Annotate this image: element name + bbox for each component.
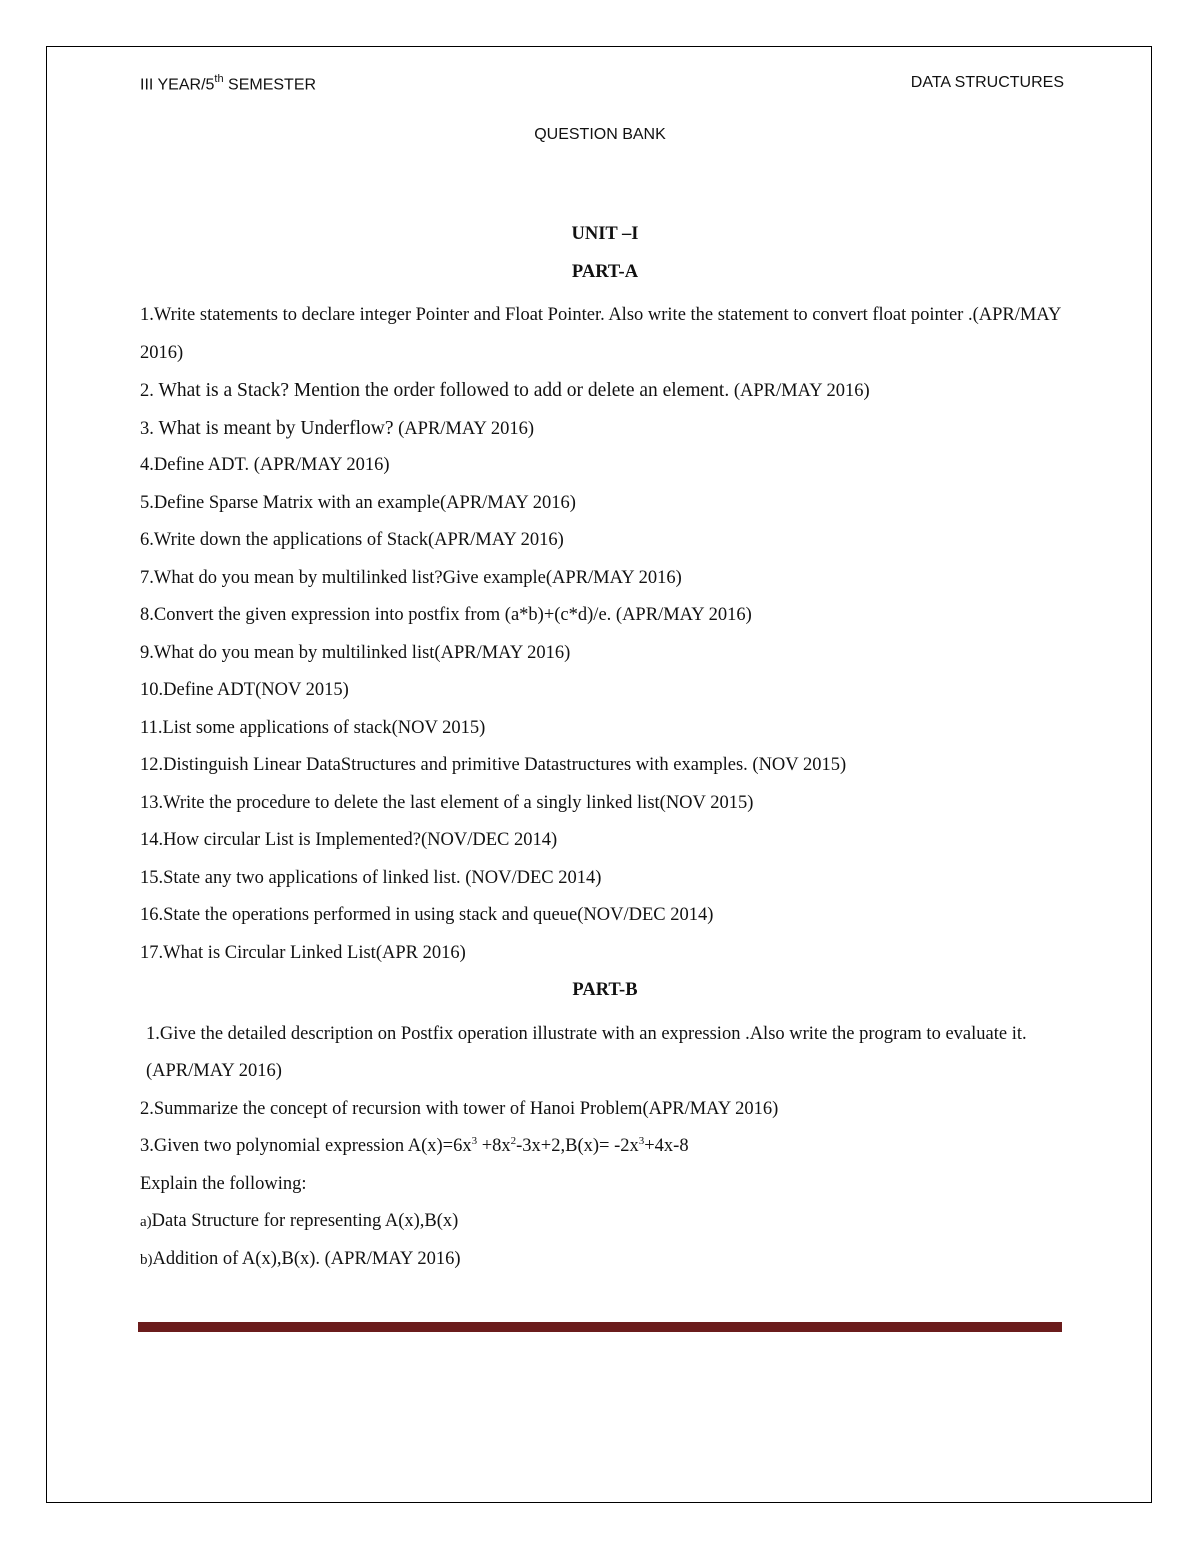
q3-tail: (APR/MAY 2016) [393,418,534,439]
question-content [140,222,1070,1284]
part-a-question-15: 15.State any two applications of linked list. (NOV/DEC 2014) [140,867,602,888]
item-b-text: Addition of A(x),B(x). (APR/MAY 2016) [152,1248,461,1269]
q3-sup-1: 3 [471,1135,478,1147]
part-a-question-12: 12.Distinguish Linear DataStructures and primitive Datastructures with examples. (NOV 2015) [140,755,847,775]
q2-tail: (APR/MAY 2016) [729,381,870,401]
part-a-question-3 [140,416,1070,454]
part-a-question-1: 1.Write statements to declare integer Pointer and Float Pointer. Also write the statement to convert float pointer .(APR/MAY 2016) [140,305,1061,363]
unit-title: UNIT –I [571,224,639,244]
part-a-question-2 [140,378,1070,416]
part-a-question-9: 9.What do you mean by multilinked list(APR/MAY 2016) [140,642,571,663]
header-semester-label: SEMESTER [223,76,317,94]
q3-expr-c: -3x+2,B(x)= -2x [516,1136,639,1156]
part-b-question-2: 2.Summarize the concept of recursion with tower of Hanoi Problem(APR/MAY 2016) [140,1098,779,1119]
footer-rule [138,1322,1062,1332]
item-a-text: Data Structure for representing A(x),B(x) [151,1211,459,1231]
q3-sup-2: 2 [510,1135,517,1147]
q2-text: What is a Stack? Mention the order followed to add or delete an element. [158,380,730,401]
part-b-item-a [140,1209,1070,1247]
question-bank-title: QUESTION BANK [534,126,666,143]
part-a-title: PART-A [571,261,639,282]
q3-text: What is meant by Underflow? [158,417,394,439]
part-b-explain: Explain the following: [140,1173,307,1194]
item-b-label: b) [140,1251,153,1268]
item-a-label: a) [140,1214,152,1230]
part-a-question-4: 4.Define ADT. (APR/MAY 2016) [140,455,390,475]
q3-expr-d: +4x-8 [644,1136,689,1156]
part-a-question-13: 13.Write the procedure to delete the last element of a singly linked list(NOV 2015) [140,792,754,813]
header-sup: th [214,73,224,85]
part-a-question-6: 6.Write down the applications of Stack(APR/MAY 2016) [140,530,564,550]
q3-expr-a: 3.Given two polynomial expression A(x)=6x [140,1136,472,1156]
q3-number: 3. [140,418,159,439]
part-b-question-3 [140,1134,1070,1172]
header-year: III YEAR/5 [140,76,215,94]
q2-number: 2. [140,381,159,401]
part-a-question-8: 8.Convert the given expression into postfix from (a*b)+(c*d)/e. (APR/MAY 2016) [140,605,752,625]
header-subject: DATA STRUCTURES [910,74,1064,91]
part-b-item-b [140,1247,1070,1285]
part-a-question-17: 17.What is Circular Linked List(APR 2016) [140,942,466,963]
header-semester [140,74,316,94]
part-a-question-11: 11.List some applications of stack(NOV 2015) [140,717,486,738]
part-a-question-7: 7.What do you mean by multilinked list?Give example(APR/MAY 2016) [140,567,682,588]
part-a-question-16: 16.State the operations performed in using stack and queue(NOV/DEC 2014) [140,905,714,925]
q3-sup-3: 3 [638,1135,645,1147]
part-a-question-14: 14.How circular List is Implemented?(NOV/DEC 2014) [140,830,558,850]
part-a-question-10: 10.Define ADT(NOV 2015) [140,680,349,700]
part-a-question-5: 5.Define Sparse Matrix with an example(APR/MAY 2016) [140,492,576,513]
part-b-title: PART-B [572,980,638,1000]
q3-expr-b: +8x [477,1136,511,1156]
part-b-question-1: 1.Give the detailed description on Postfix operation illustrate with an expression .Also write the program to evaluate it. (APR/MAY 2016) [146,1023,1027,1081]
